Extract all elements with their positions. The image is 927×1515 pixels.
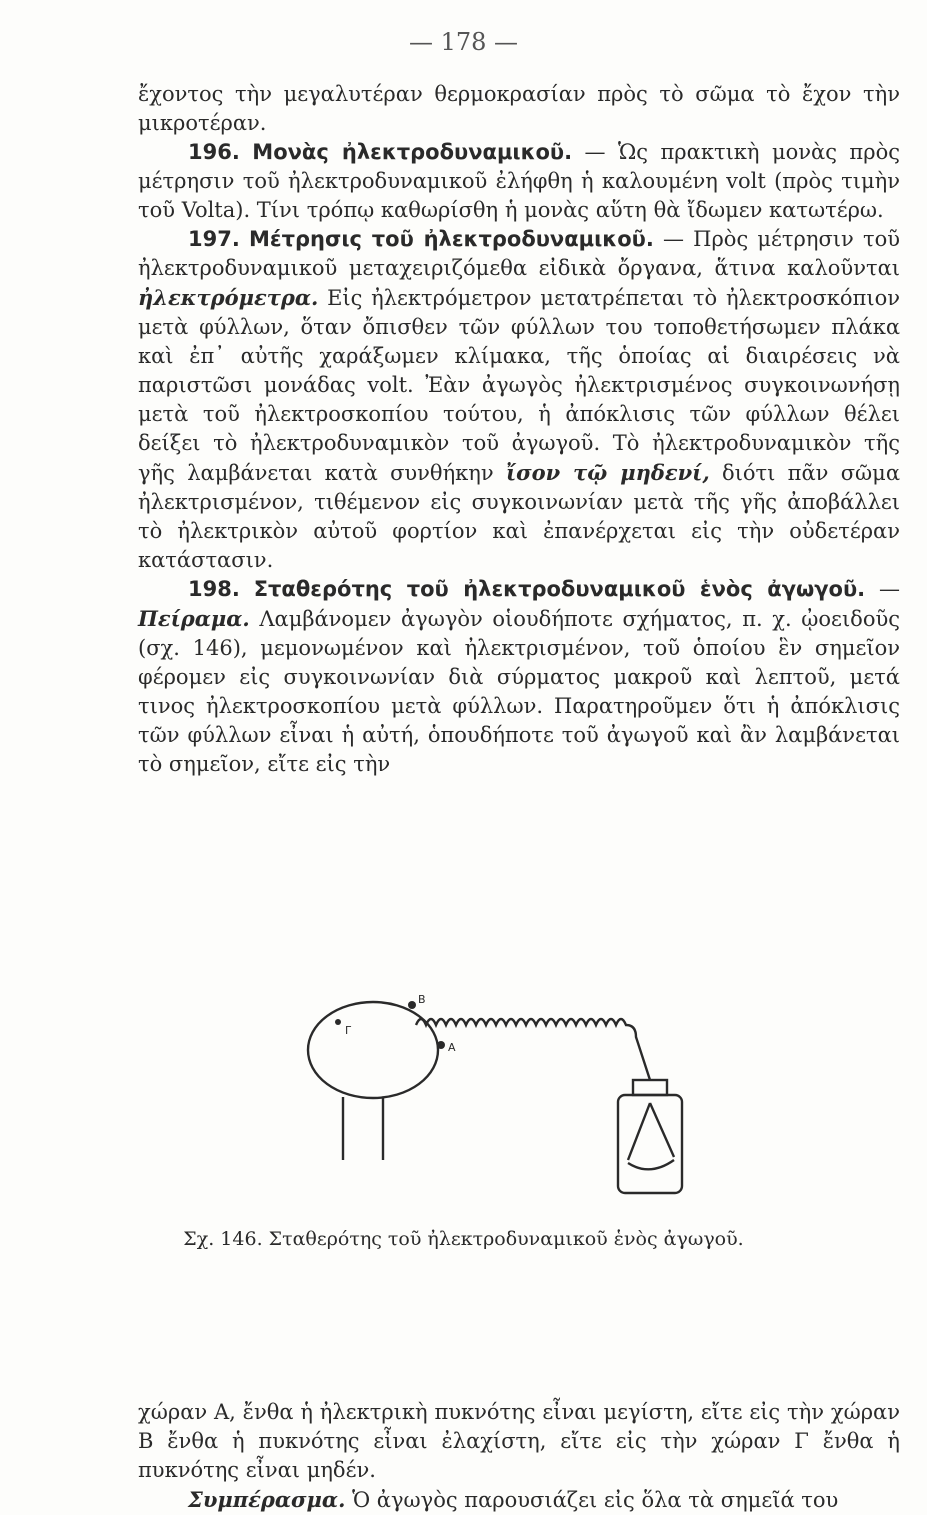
electroscope-case (618, 1095, 682, 1193)
point-g (335, 1019, 341, 1025)
electroscope-scale (628, 1160, 674, 1169)
label-g: Γ (345, 1024, 352, 1037)
point-b (408, 1001, 416, 1009)
electroscope-cap (633, 1080, 667, 1095)
figure-caption: Σχ. 146. Σταθερότης τοῦ ἠλεκτροδυναμικοῦ ἑνὸς ἀγωγοῦ. (183, 1228, 744, 1250)
section-heading: Σταθερότης τοῦ ἠλεκτροδυναμικοῦ ἑνὸς ἀγωγοῦ. (253, 577, 866, 601)
point-a (437, 1041, 445, 1049)
section-number: 198. (188, 577, 240, 601)
emphasis-term: Συμπέρασμα. (188, 1487, 346, 1512)
figure-146 (298, 985, 698, 1215)
main-text (138, 80, 900, 779)
section-number: 196. (188, 140, 240, 164)
paragraph-conclusion-lead: χώραν Α, ἔνθα ἡ ἠλεκτρικὴ πυκνότης εἶναι μεγίστη, εἴτε εἰς τὴν χώραν Β ἔνθα ἡ πυκνότης εἶναι ἐλαχίστη, εἴτε εἰς τὴν χώραν Γ ἔνθα ἡ πυκνότης εἶναι μηδέν. (138, 1400, 900, 1482)
paragraph-text: — Πρὸς μέτρησιν τοῦ ἠλεκτροδυναμικοῦ μεταχειριζόμεθα εἰδικὰ ὄργανα, ἅτινα καλοῦνται (138, 227, 900, 280)
paragraph-text: διότι πᾶν σῶμα ἠλεκτρισμένον, τιθέμενον εἰς συγκοινωνίαν μετὰ τῆς γῆς ἀποβάλλει τὸ ἠλεκτρικὸν αὐτοῦ φορτίον καὶ ἐπανέρχεται εἰς τὴν οὐδετέραν κατάστασιν. (138, 461, 900, 572)
paragraph-text: Εἰς ἠλεκτρόμετρον μετατρέπεται τὸ ἠλεκτροσκόπιον μετὰ φύλλων, ὅταν ὄπισθεν τῶν φύλλων του τοποθετήσωμεν πλάκα καὶ ἐπ᾽ αὐτῆς χαράξωμεν κλίμακα, τῆς ὁποίας αἱ διαιρέσεις νὰ παριστῶσι μονάδας volt. Ἐὰν ἀγωγὸς ἠλεκτρισμένος συγκοινωνήσῃ μετὰ τοῦ ἠλεκτροσκοπίου τούτου, ἡ ἀπόκλισις τῶν φύλλων θέλει δείξει τὸ ἠλεκτροδυναμικὸν τοῦ ἀγωγοῦ. Τὸ ἠλεκτροδυναμικὸν τῆς γῆς λαμβάνεται κατὰ συνθήκην (138, 286, 900, 485)
paragraph-text: Ὁ ἀγωγὸς παρουσιάζει εἰς ὅλα τὰ σημεῖά του (345, 1488, 839, 1512)
paragraph-197 (138, 225, 900, 575)
dash: — (865, 577, 900, 601)
emphasis-term: ἴσον τῷ μηδενί, (505, 460, 710, 485)
emphasis-term: Πείραμα. (138, 606, 250, 631)
section-heading: Μονὰς ἠλεκτροδυναμικοῦ. (252, 140, 573, 164)
paragraph-continuation: ἔχοντος τὴν μεγαλυτέραν θερμοκρασίαν πρὸς τὸ σῶμα τὸ ἔχον τὴν μικροτέραν. (138, 82, 900, 135)
paragraph-196 (138, 138, 900, 225)
label-a: A (448, 1041, 456, 1054)
page-number: — 178 — (408, 28, 519, 56)
paragraph-198 (138, 575, 900, 779)
label-b: B (418, 993, 426, 1006)
paragraph-text: — Ὡς πρακτικὴ μονὰς πρὸς μέτρησιν τοῦ ἠλεκτροδυναμικοῦ ἐλήφθη ἡ καλουμένη volt (πρὸς τιμὴν τοῦ Volta). Τίνι τρόπῳ καθωρίσθη ἡ μονὰς αὕτη θὰ ἴδωμεν κατωτέρω. (138, 140, 900, 222)
section-number: 197. (188, 227, 240, 251)
emphasis-term: ἠλεκτρόμετρα. (138, 285, 319, 310)
electroscope-leaves (628, 1103, 674, 1160)
continuation-text (138, 1398, 900, 1515)
section-heading: Μέτρησις τοῦ ἠλεκτροδυναμικοῦ. (249, 227, 654, 251)
paragraph-text: Λαμβάνομεν ἀγωγὸν οἱουδήποτε σχήματος, π. χ. ᾠοειδοῦς (σχ. 146), μεμονωμένον καὶ ἠλεκτρισμένον, τοῦ ὁποίου ἓν σημεῖον φέρομεν εἰς συγκοινωνίαν διὰ σύρματος μακροῦ καὶ λεπτοῦ, μετά τινος ἠλεκτροσκοπίου μετὰ φύλλων. Παρατηροῦμεν ὅτι ἡ ἀπόκλισις τῶν φύλλων εἶναι ἡ αὐτή, ὁπουδήποτε τοῦ ἀγωγοῦ καὶ ἂν λαμβάνεται τὸ σημεῖον, εἴτε εἰς τὴν (138, 607, 900, 776)
egg-conductor (308, 1002, 438, 1098)
paragraph-conclusion (138, 1485, 900, 1515)
